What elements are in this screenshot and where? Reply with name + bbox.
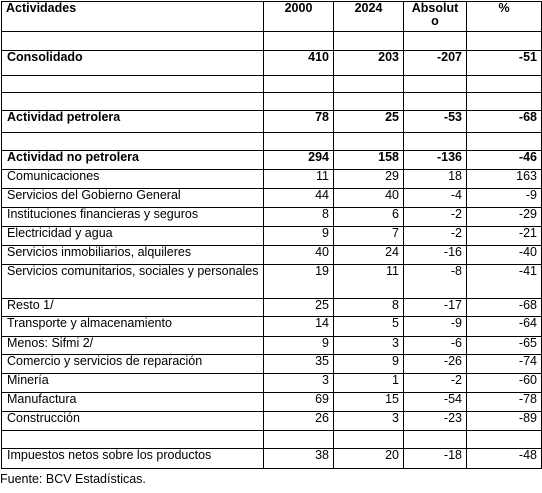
- row-value: 3: [334, 337, 404, 355]
- row-value: -2: [404, 227, 467, 246]
- row-label: Electricidad y agua: [2, 227, 264, 246]
- table-row: [2, 246, 542, 265]
- table-row: [2, 299, 542, 317]
- table-row: [2, 133, 542, 151]
- table-row: [2, 317, 542, 337]
- row-value: 18: [404, 170, 467, 189]
- row-label: Actividad no petrolera: [2, 151, 264, 170]
- row-value: 38: [264, 449, 334, 469]
- row-value: 163: [467, 170, 542, 189]
- row-value: -207: [404, 51, 467, 76]
- table-row: [2, 76, 542, 93]
- table-row: [2, 431, 542, 449]
- table-row: [2, 151, 542, 170]
- row-value: 5: [334, 317, 404, 337]
- row-value: 29: [334, 170, 404, 189]
- row-value: -23: [404, 412, 467, 431]
- table-row: [2, 227, 542, 246]
- source-note: Fuente: BCV Estadísticas.: [0, 472, 146, 486]
- table-row: [2, 189, 542, 208]
- table-row: [2, 265, 542, 299]
- row-value: -64: [467, 317, 542, 337]
- row-value: 19: [264, 265, 334, 299]
- row-label: Comercio y servicios de reparación: [2, 355, 264, 374]
- row-value: -2: [404, 374, 467, 393]
- table-row: [2, 93, 542, 111]
- header-2000: 2000: [264, 2, 334, 32]
- row-value: [404, 32, 467, 51]
- row-value: -9: [467, 189, 542, 208]
- row-value: [264, 32, 334, 51]
- row-label: Impuestos netos sobre los productos: [2, 449, 264, 469]
- row-value: -2: [404, 208, 467, 227]
- row-label: Instituciones financieras y seguros: [2, 208, 264, 227]
- row-value: 40: [264, 246, 334, 265]
- table-row: [2, 51, 542, 76]
- row-value: -53: [404, 111, 467, 133]
- row-value: -17: [404, 299, 467, 317]
- row-value: -29: [467, 208, 542, 227]
- row-value: 69: [264, 393, 334, 412]
- row-value: [334, 93, 404, 111]
- row-value: 6: [334, 208, 404, 227]
- row-value: -9: [404, 317, 467, 337]
- row-label: Resto 1/: [2, 299, 264, 317]
- row-value: [264, 431, 334, 449]
- table-row: [2, 337, 542, 355]
- row-label: Minería: [2, 374, 264, 393]
- table-row: [2, 374, 542, 393]
- row-value: -89: [467, 412, 542, 431]
- row-value: 15: [334, 393, 404, 412]
- table-row: [2, 355, 542, 374]
- row-label: Comunicaciones: [2, 170, 264, 189]
- row-label: Transporte y almacenamiento: [2, 317, 264, 337]
- row-label: [2, 32, 264, 51]
- row-label: [2, 93, 264, 111]
- row-value: -40: [467, 246, 542, 265]
- row-label: Manufactura: [2, 393, 264, 412]
- row-value: 9: [334, 355, 404, 374]
- row-value: -16: [404, 246, 467, 265]
- row-value: [404, 133, 467, 151]
- row-value: 158: [334, 151, 404, 170]
- row-label: Actividad petrolera: [2, 111, 264, 133]
- row-value: [334, 32, 404, 51]
- row-value: [404, 93, 467, 111]
- row-value: 25: [334, 111, 404, 133]
- row-value: 14: [264, 317, 334, 337]
- row-value: -68: [467, 111, 542, 133]
- row-value: 410: [264, 51, 334, 76]
- row-value: [334, 76, 404, 93]
- row-value: 40: [334, 189, 404, 208]
- header-actividades: Actividades: [2, 2, 264, 32]
- row-value: -41: [467, 265, 542, 299]
- row-label: Menos: Sifmi 2/: [2, 337, 264, 355]
- row-value: 26: [264, 412, 334, 431]
- row-value: -60: [467, 374, 542, 393]
- row-value: 9: [264, 227, 334, 246]
- row-label: Servicios comunitarios, sociales y personales: [2, 265, 264, 299]
- row-label: Servicios del Gobierno General: [2, 189, 264, 208]
- row-value: -48: [467, 449, 542, 469]
- row-value: 11: [334, 265, 404, 299]
- row-value: [334, 431, 404, 449]
- table-row: [2, 111, 542, 133]
- table-row: [2, 393, 542, 412]
- row-label: Construcción: [2, 412, 264, 431]
- row-value: -21: [467, 227, 542, 246]
- row-value: -26: [404, 355, 467, 374]
- row-value: [404, 76, 467, 93]
- table-row: [2, 449, 542, 469]
- row-value: [467, 431, 542, 449]
- row-value: [264, 133, 334, 151]
- row-label: [2, 133, 264, 151]
- row-value: 25: [264, 299, 334, 317]
- row-value: -78: [467, 393, 542, 412]
- row-value: [467, 32, 542, 51]
- table-row: [2, 412, 542, 431]
- row-value: [467, 76, 542, 93]
- row-value: 203: [334, 51, 404, 76]
- row-value: 44: [264, 189, 334, 208]
- data-table: [1, 1, 542, 469]
- row-value: [404, 431, 467, 449]
- row-value: [264, 76, 334, 93]
- row-value: 3: [264, 374, 334, 393]
- header-2024: 2024: [334, 2, 404, 32]
- row-value: 35: [264, 355, 334, 374]
- row-value: -136: [404, 151, 467, 170]
- row-value: 9: [264, 337, 334, 355]
- row-value: 294: [264, 151, 334, 170]
- table-row: [2, 32, 542, 51]
- row-value: 7: [334, 227, 404, 246]
- row-value: -74: [467, 355, 542, 374]
- row-value: 1: [334, 374, 404, 393]
- table-row: [2, 170, 542, 189]
- row-label: Consolidado: [2, 51, 264, 76]
- row-value: 24: [334, 246, 404, 265]
- row-value: 8: [264, 208, 334, 227]
- header-absoluto: Absolut o: [404, 2, 467, 32]
- row-label: [2, 431, 264, 449]
- row-value: -68: [467, 299, 542, 317]
- row-value: 11: [264, 170, 334, 189]
- row-value: 78: [264, 111, 334, 133]
- row-value: -54: [404, 393, 467, 412]
- row-value: 20: [334, 449, 404, 469]
- row-value: -8: [404, 265, 467, 299]
- row-label: [2, 76, 264, 93]
- header-row: [2, 2, 542, 32]
- row-value: -65: [467, 337, 542, 355]
- row-value: -18: [404, 449, 467, 469]
- row-value: 8: [334, 299, 404, 317]
- row-value: [467, 93, 542, 111]
- row-value: -4: [404, 189, 467, 208]
- row-value: -51: [467, 51, 542, 76]
- row-value: 3: [334, 412, 404, 431]
- row-value: -46: [467, 151, 542, 170]
- row-value: [467, 133, 542, 151]
- header-percent: %: [467, 2, 542, 32]
- row-value: [334, 133, 404, 151]
- row-value: -6: [404, 337, 467, 355]
- row-label: Servicios inmobiliarios, alquileres: [2, 246, 264, 265]
- table-row: [2, 208, 542, 227]
- row-value: [264, 93, 334, 111]
